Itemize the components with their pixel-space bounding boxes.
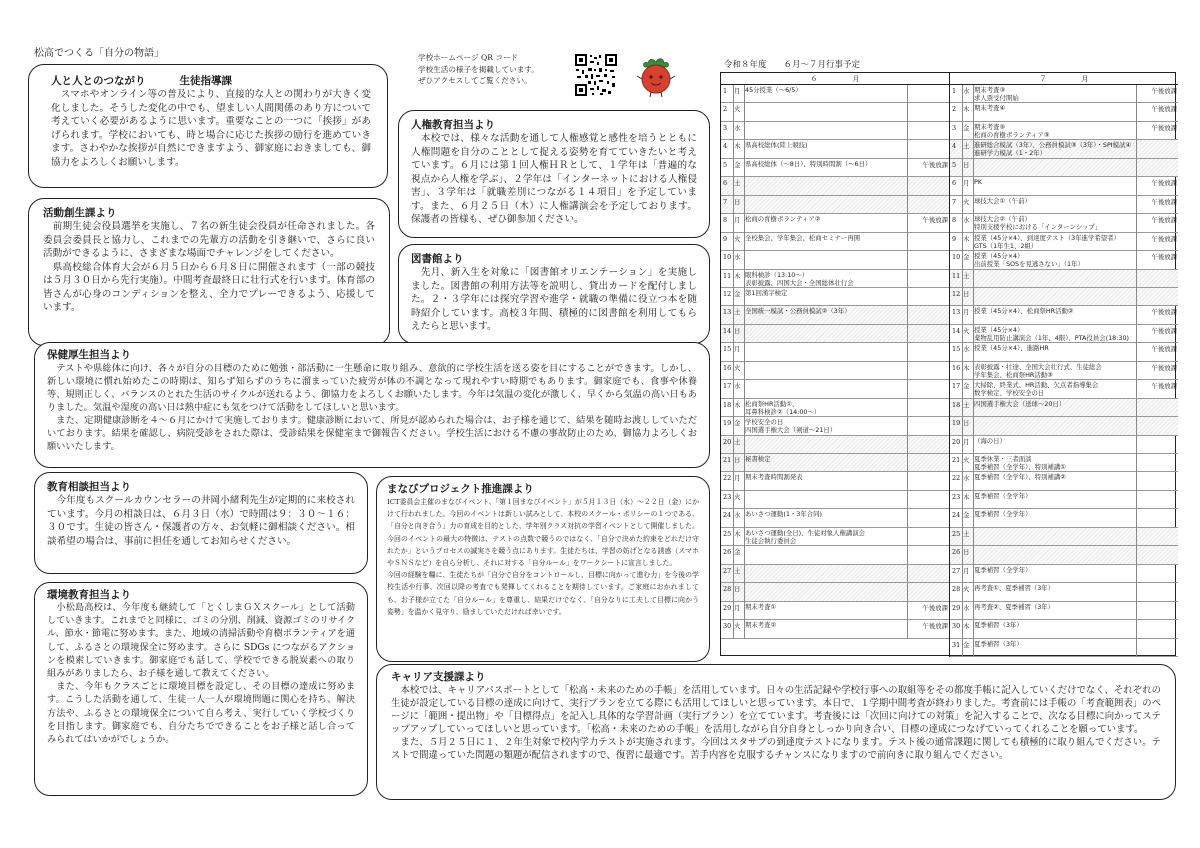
calendar-row — [950, 122, 1178, 140]
calendar-weekday: 土 — [963, 529, 970, 538]
section-title: 保健厚生担当より — [47, 349, 131, 361]
calendar-day: 29 — [952, 603, 961, 612]
calendar-day: 13 — [952, 308, 961, 317]
calendar-weekday: 金 — [963, 511, 970, 520]
calendar-row — [950, 491, 1178, 509]
calendar-weekday: 木 — [963, 492, 970, 501]
calendar-weekday: 月 — [734, 87, 741, 95]
calendar-day: 26 — [723, 548, 732, 557]
calendar-event: 期末考査③ 求人票受付開始 — [974, 86, 1019, 102]
calendar-event: 夏季補習（全学年） — [974, 565, 1032, 574]
section-body: テストや県総体に向け、各々が自分の目標のために勉強・部活動に一生懸命に取り組み、意欲的に学校生活を送る姿を目にすることができます。しかし、新しい環境に慣れ始めたこの時期は、知らず知らずのうちに溜まっていた疲労が体の不調となって現れやすい時期でもあります。御家庭でも、食事や休養等、規則正しく、バランスのとれた生活のサイクルが送れるよう、御協力をよろしくお願いたします。今年は気温の変化が激しく、早くから気温の高い日もありました。気温や湿度の高い日は熱中症にも気をつけて活動をしてほしいと思います。 また、定期健康診断を４～６月にかけて実施しております。健康診断において、所見が認められた場合は、お子様を通じて、結果を随時お渡ししていただいております。結果を確認し、病院受診をされた際は、受診結果を保健室まで御報告ください。学校生活における不慮の事故防止のため、御協力よろしくお願いいたします。 — [47, 363, 697, 452]
section-career — [376, 664, 1176, 800]
calendar-note: 午後放課 — [1151, 345, 1177, 354]
calendar-day: 26 — [952, 548, 961, 557]
calendar-event: あいさつ運動(1・3年合同) — [745, 510, 823, 519]
calendar-event: 授業（45分×4）、進路HR — [974, 344, 1049, 353]
calendar-event: 夏季補習（全学年） — [974, 510, 1032, 519]
section-body: 小松島高校は、今年度も継続して「とくしまＧＸスクール」として活動していきます。これまでと同様に、ゴミの分別、削減、資源ゴミのリサイクル、節水・節電に努めます。また、地域の清掃活動や育樹ボランティアを通して、ふるさとの環境保全に努めます。さらに SDGs につながるアクションを模索していきます。御家庭でも話して、学校でできる脱炭素への取り組みがありましたら、お子様を通して教えてください。 また、今年もクラスごとに環境目標を設定し、その目標の達成に努めます。こうした活動を通して、生徒一人一人が環境問題に関心を持ち、解決方法や、ふるさとの環境保全について自ら考え、実行していく学校づくりを目指します。御家庭でも、自分たちでできることをお子様と話し合ってみられてはいかがでしょうか。 — [47, 603, 355, 746]
calendar-note: 午後放課 — [922, 160, 948, 169]
section-health — [34, 342, 710, 468]
calendar-row — [950, 565, 1178, 583]
calendar-note: 午後放課 — [1151, 105, 1177, 114]
calendar-day: 27 — [723, 566, 732, 575]
calendar-row — [950, 343, 1178, 361]
calendar-weekday: 土 — [963, 400, 970, 409]
calendar-weekday: 水 — [963, 474, 970, 483]
calendar-event: 球技大会②（午前） 特別支援学校における「インターンシップ」 — [974, 215, 1102, 232]
calendar-row — [721, 491, 949, 509]
calendar-event: 夏季補習（3年） — [974, 639, 1023, 648]
calendar-day: 28 — [952, 585, 961, 594]
calendar-day: 9 — [952, 234, 957, 243]
calendar-day: 19 — [723, 419, 732, 428]
section-student-guidance — [28, 64, 388, 188]
calendar-day: 4 — [952, 142, 957, 151]
calendar-row — [950, 270, 1178, 288]
calendar-weekday: 火 — [734, 363, 741, 372]
calendar-note: 午後放課 — [1151, 197, 1177, 206]
calendar-row — [721, 270, 949, 288]
calendar-weekday: 木 — [963, 363, 970, 372]
calendar-event: 期末考査④ — [974, 104, 1006, 113]
calendar-row — [721, 122, 949, 140]
calendar-note: 午後放課 — [1151, 326, 1177, 335]
calendar-column-divider — [1136, 85, 1137, 657]
calendar-row — [721, 380, 949, 398]
section-learning-project — [376, 476, 710, 662]
calendar-event: 授業（45分×4）、到達度テスト（3年進学希望者） GTS（1年生1、2組） — [974, 233, 1120, 250]
calendar-weekday: 土 — [734, 437, 741, 446]
calendar-row — [950, 583, 1178, 601]
calendar-event: 眼科検診（13:10～） 表彰披露、四国大会・全国総体壮行会 — [745, 270, 854, 287]
calendar-weekday: 火 — [734, 492, 741, 501]
calendar-day: 31 — [952, 640, 961, 649]
calendar-day: 13 — [723, 308, 732, 317]
section-library — [398, 244, 710, 344]
calendar-weekday: 火 — [963, 456, 970, 465]
calendar-row — [950, 159, 1178, 177]
calendar-day: 21 — [952, 456, 961, 465]
calendar-weekday: 日 — [963, 289, 970, 298]
calendar-weekday: 火 — [963, 197, 970, 206]
calendar-day: 2 — [952, 105, 957, 114]
calendar-row — [721, 417, 949, 435]
calendar-day: 11 — [723, 271, 732, 280]
calendar-event: 松商祭HR活動①、 耳鼻科検診②（14:00～） — [745, 399, 821, 416]
section-body: 本校では、キャリアパスポートとして「松高・未来のための手帳」を活用しています。日々の生活記録や学校行事への取組等をその都度手帳に記入していくだけでなく、それぞれの生徒が設定している目標の達成に向けて、実行プランを立てる際にも活用してほしいと思っています。本日で、１学期中間考査が終わりました。考査前には手帳の「考査範囲表」のページに「範囲・提出物」や「目標得点」を記入し具体的な学習計画（実行プラン）を立てています。考査後には「次回に向けての対策」を記入することで、次なる目標に向かってステップアップしていってほしいと思っています。「松高・未来のための手帳」を活用しながら自分自身としっかり向き合い、目標の達成につなげていってくれることを願っています。 また、５月２５日に１、２年生対象で校内学力テストが実施されます。今回はスタサプの到達度テストになります。テスト後の通常課題に関しても積極的に取り組んでください。テストで間違っていた問題の類題が配信されますので、復習に最適です。苦手内容を克服するチャンスになりますので前向きに取り組んでください。 — [391, 685, 1161, 762]
calendar-weekday: 木 — [734, 529, 741, 538]
calendar-weekday: 土 — [734, 308, 741, 317]
calendar-row — [950, 214, 1178, 232]
calendar-day: 1 — [952, 87, 957, 95]
calendar-day: 10 — [723, 253, 732, 262]
calendar-row — [721, 546, 949, 564]
calendar-event: 進研総合模試（3年）、公務員模試③（3年）・SPI模試④ 進研学力模試（1・2年） — [974, 141, 1132, 158]
calendar-note: 午後放課 — [922, 603, 948, 612]
section-body: 本校では、様々な活動を通して人権感覚と感性を培うとともに人権問題を自分のこととして捉える姿勢を育てていきたいと考えています。６月には第１回人権ＨＲとして、１学年は「普遍的な視点から人権を学ぶ」、２学年は「インターネットにおける人権侵害」、３学年は「就職差別につながる１４項目」を予定しています。また、６月２５日（木）に人権講演会を予定しております。保護者の皆様も、ぜひ御参加ください。 — [411, 133, 697, 225]
calendar-note: 午後放課 — [922, 622, 948, 631]
calendar-row — [950, 325, 1178, 343]
calendar-month-header: ６ 月 — [721, 73, 949, 85]
calendar-note: 午後放課 — [922, 216, 948, 225]
calendar-row — [950, 196, 1178, 214]
calendar-weekday: 金 — [734, 160, 741, 169]
calendar-june — [721, 73, 949, 657]
qr-code-icon[interactable] — [574, 53, 618, 97]
calendar-weekday: 水 — [963, 345, 970, 354]
calendar-day: 21 — [723, 456, 732, 465]
calendar-weekday: 日 — [734, 585, 741, 594]
calendar-note: 午後放課 — [1151, 382, 1177, 391]
calendar-day: 30 — [952, 622, 961, 631]
calendar-day: 24 — [723, 511, 732, 520]
calendar-day: 3 — [952, 123, 957, 132]
section-body: 先月、新入生を対象に「図書館オリエンテーション」を実施しました。図書館の利用方法等を説明し、貸出カードを配付しました。２・３学年には探究学習や進学・就職の準備に役立つ本を随時紹介しています。高校３年間、積極的に図書館を利用してもらえたらと思います。 — [411, 267, 697, 332]
section-dept: 生徒指導課 — [179, 75, 232, 87]
section-body: 前期生徒会役員選挙を実施し、７名の新生徒会役員が任命されました。各委員会委員長と協力し、これまでの先輩方の活動を引き継いで、さらに良い活動ができるように、さまざまな場面でチャレンジをしてください。 県高校総合体育大会が６月５日から６月８日に開催されます（一部の競技は５月３０日から先行実施）。中間考査最終日に壮行式を行います。体育部の皆さんが心身のコンディションを整え、全力でプレーできるよう、応援しています。 — [43, 221, 375, 313]
calendar-day: 23 — [952, 492, 961, 501]
calendar-row — [721, 325, 949, 343]
section-title: 図書館より — [411, 253, 464, 265]
calendar-weekday: 月 — [963, 566, 970, 575]
calendar-day: 29 — [723, 603, 732, 612]
section-body: 今年度もスクールカウンセラーの井岡小緒利先生が定期的に来校されています。今月の相談日は、６月３日（水）で時間は９：３０～１６：３０です。生徒の皆さん・保護者の方々、お気軽に御相談ください。相談希望の場合は、事前に担任を通してお知らせください。 — [47, 495, 355, 547]
calendar-row — [950, 233, 1178, 251]
calendar-weekday: 日 — [734, 197, 741, 206]
calendar-event: 期末考査② — [745, 621, 777, 630]
calendar-weekday: 日 — [963, 419, 970, 428]
calendar-note: 午後放課 — [1151, 123, 1177, 132]
calendar-event: 夏季補習（全学年）、特別補講② — [974, 473, 1066, 482]
calendar-day: 18 — [723, 400, 732, 409]
calendar-column-divider — [907, 85, 908, 639]
calendar-row — [721, 583, 949, 601]
calendar-weekday: 木 — [734, 400, 741, 409]
calendar-weekday: 日 — [963, 160, 970, 169]
calendar-day: 25 — [723, 529, 732, 538]
calendar-note: 午後放課 — [1151, 363, 1177, 372]
calendar-row — [721, 602, 949, 620]
calendar-event: 夏季補習（全学年） — [974, 491, 1032, 500]
calendar-row — [721, 196, 949, 214]
section-body: スマホやオンライン等の普及により、直接的な人との関わりが大きく変化しました。そうした変化の中でも、望ましい人間関係のあり方について考えていく必要があるように思います。重要なことの一つに「挨拶」があげられます。学校においても、時と場合に応じた挨拶の励行を進めていきます。さわやかな挨拶が自然にできますよう、御家庭におきましても、御協力をよろしくお願いします。 — [51, 89, 371, 168]
calendar-day: 12 — [952, 289, 961, 298]
calendar-row — [721, 177, 949, 195]
section-body: ICT委員会主催のまなびイベント、「第１回まなびイベント」が５月１３日（水）～２２日（金）にかけて行われました。今回のイベントは新しい試みとして、本校のスクール・ポリシーの１つである、「自分と向き合う」力の育成を目的とした、学年別クラス対抗の学習イベントとして開催しました。今回のイベントの最大の特徴は、テストの点数で競うのではなく、「自分で決めた約束をどれだけ守れたか」というプロセスの誠実さを競う点にあります。生徒たちは、学習の妨げとなる誘惑（スマホやＳＮＳなど）を自ら分析し、それに対する「自分ルール」をワークシートに宣言しました。 今回の経験を糧に、生徒たちが「自分で自分をコントロールし、目標に向かって進む力」を今後の学校生活や行事、次回以降の考査でも発揮してくれることを期待しています。ご家庭におかれましても、お子様が立てた「自分ルール」を尊重し、結果だけでなく、「自分なりに工夫して目標に向かう姿勢」を温かく見守り、励ましていただければ幸いです。 — [387, 498, 699, 616]
calendar-day: 23 — [723, 492, 732, 501]
calendar-day: 27 — [952, 566, 961, 575]
calendar-weekday: 水 — [963, 603, 970, 612]
calendar-column-divider — [973, 85, 974, 657]
calendar-day: 1 — [723, 87, 728, 95]
calendar-weekday: 水 — [734, 123, 741, 132]
calendar-weekday: 水 — [734, 511, 741, 520]
calendar-weekday: 金 — [734, 419, 741, 428]
calendar-event: 夏季休業・三者面談 夏季補習（全学年）、特別補講① — [974, 455, 1066, 472]
calendar-row — [721, 233, 949, 251]
calendar-event: 第1回漢字検定 — [745, 288, 788, 297]
calendar-event: 再考査②、夏季補習（3年） — [974, 602, 1055, 611]
calendar-weekday: 日 — [963, 548, 970, 557]
calendar-weekday: 土 — [734, 179, 741, 188]
calendar-row — [721, 251, 949, 269]
calendar-weekday: 月 — [963, 308, 970, 317]
section-human-rights — [398, 110, 710, 238]
calendar-event: 全校集会、学年集会、松商セミナー再開 — [745, 233, 861, 242]
calendar-row — [721, 454, 949, 472]
calendar-weekday: 月 — [734, 603, 741, 612]
calendar-row — [721, 140, 949, 158]
calendar-day: 7 — [952, 197, 957, 206]
calendar-weekday: 土 — [734, 566, 741, 575]
section-environment — [34, 582, 368, 796]
calendar-row — [950, 251, 1178, 269]
calendar-day: 18 — [952, 400, 961, 409]
calendar-column-divider — [962, 85, 963, 657]
calendar-row — [721, 306, 949, 324]
calendar-row — [950, 177, 1178, 195]
tomato-mascot-icon — [636, 54, 676, 98]
calendar-event: 授業（45分×4）、松商祭HR活動② — [974, 307, 1074, 316]
calendar-row — [950, 546, 1178, 564]
calendar-event: 全国統一模試・公務員模試②（3年） — [745, 307, 851, 316]
calendar-day: 5 — [952, 160, 957, 169]
calendar-weekday: 木 — [963, 622, 970, 631]
calendar-day: 9 — [723, 234, 728, 243]
calendar-event: 45分授業（～6/5） — [745, 86, 802, 94]
calendar-row — [950, 288, 1178, 306]
calendar-row — [950, 528, 1178, 546]
calendar-weekday: 月 — [734, 216, 741, 225]
calendar-row — [950, 103, 1178, 121]
calendar-note: 午後放課 — [1151, 87, 1177, 95]
calendar-row — [950, 639, 1178, 657]
calendar-weekday: 日 — [734, 456, 741, 465]
calendar-note: 午後放課 — [1151, 253, 1177, 262]
calendar-row — [721, 214, 949, 232]
calendar-row — [950, 399, 1178, 417]
calendar-day: 8 — [952, 216, 957, 225]
section-title: まなびプロジェクト推進課より — [387, 483, 534, 495]
calendar-day: 17 — [723, 382, 732, 391]
calendar-row — [950, 380, 1178, 398]
calendar-month-header: ７ 月 — [950, 73, 1178, 85]
calendar-row — [721, 528, 949, 546]
calendar-day: 22 — [723, 474, 732, 483]
calendar-event: （海の日） — [974, 436, 1006, 445]
calendar-note: 午後放課 — [1151, 179, 1177, 188]
calendar-weekday: 土 — [963, 271, 970, 280]
calendar-event: 授業（45分×4） 出前授業「SOSを見逃さない」（1年） — [974, 252, 1084, 269]
calendar-weekday: 火 — [734, 105, 741, 114]
calendar-day: 8 — [723, 216, 728, 225]
section-title: 活動創生課より — [43, 207, 117, 219]
calendar-day: 17 — [952, 382, 961, 391]
calendar-day: 6 — [723, 179, 728, 188]
calendar-weekday: 木 — [963, 234, 970, 243]
calendar-event: 表彰披露・壮途、全国大会壮行式、生徒総会 学年集会、松商祭HR活動③ — [974, 362, 1102, 379]
calendar-row — [721, 565, 949, 583]
calendar-weekday: 日 — [734, 326, 741, 335]
calendar-event: あいさつ運動(全日)、生徒対象人権講演会 生徒会執行委員会 — [745, 528, 866, 545]
calendar-weekday: 水 — [963, 87, 970, 95]
calendar-row — [950, 306, 1178, 324]
event-calendar — [720, 72, 1176, 656]
calendar-day: 24 — [952, 511, 961, 520]
calendar-day: 19 — [952, 419, 961, 428]
calendar-row — [950, 620, 1178, 638]
calendar-weekday: 金 — [963, 253, 970, 262]
calendar-row — [721, 399, 949, 417]
calendar-day: 20 — [952, 437, 961, 446]
section-title: 環境教育担当より — [47, 589, 131, 601]
calendar-event: 夏季補習（3年） — [974, 621, 1023, 630]
calendar-row — [950, 417, 1178, 435]
calendar-row — [721, 343, 949, 361]
calendar-title: 令和８年度 ６月～７月行事予定 — [724, 60, 861, 70]
calendar-weekday: 水 — [734, 253, 741, 262]
calendar-day: 4 — [723, 142, 728, 151]
calendar-event: 期末考査① — [745, 602, 777, 611]
calendar-day: 30 — [723, 622, 732, 631]
calendar-event: 四国選手権大会（送球～20日） — [974, 399, 1066, 408]
calendar-weekday: 火 — [734, 622, 741, 631]
calendar-day: 3 — [723, 123, 728, 132]
calendar-day: 25 — [952, 529, 961, 538]
calendar-weekday: 金 — [734, 289, 741, 298]
calendar-day: 28 — [723, 585, 732, 594]
section-title: 人権教育担当より — [411, 119, 495, 131]
calendar-row — [950, 140, 1178, 158]
calendar-event: 大掃除、終業式、HR活動、欠点者指導集会 数学検定、学校安全の日 — [974, 381, 1099, 398]
calendar-event: 期末考査⑤ 松商の育樹ボランティア③ — [974, 122, 1050, 139]
calendar-row — [950, 85, 1178, 103]
calendar-day: 10 — [952, 253, 961, 262]
calendar-weekday: 土 — [963, 142, 970, 151]
calendar-column-divider — [733, 85, 734, 639]
calendar-weekday: 火 — [963, 326, 970, 335]
calendar-note: 午後放課 — [1151, 234, 1177, 243]
calendar-row — [950, 602, 1178, 620]
calendar-weekday: 金 — [963, 382, 970, 391]
calendar-weekday: 金 — [963, 123, 970, 132]
calendar-row — [721, 362, 949, 380]
section-title: 教育相談担当より — [47, 481, 131, 493]
calendar-day: 2 — [723, 105, 728, 114]
calendar-row — [721, 509, 949, 527]
calendar-row — [721, 85, 949, 103]
section-title: 人と人とのつながり — [51, 75, 146, 87]
calendar-event: 再考査①、夏季補習（3年） — [974, 584, 1055, 593]
calendar-row — [721, 436, 949, 454]
calendar-weekday: 火 — [734, 234, 741, 243]
calendar-row — [950, 362, 1178, 380]
calendar-weekday: 水 — [963, 216, 970, 225]
calendar-row — [950, 436, 1178, 454]
calendar-note: 午後放課 — [1151, 216, 1177, 225]
calendar-weekday: 火 — [963, 585, 970, 594]
calendar-day: 11 — [952, 271, 961, 280]
calendar-weekday: 月 — [963, 437, 970, 446]
calendar-weekday: 月 — [734, 345, 741, 354]
calendar-day: 14 — [723, 326, 732, 335]
calendar-row — [721, 159, 949, 177]
section-title: キャリア支援課より — [391, 671, 486, 683]
calendar-day: 6 — [952, 179, 957, 188]
calendar-event: 学校安全の日 四国選手権大会（剣道～21日） — [745, 418, 837, 435]
calendar-weekday: 金 — [734, 548, 741, 557]
calendar-column-divider — [744, 85, 745, 639]
calendar-day: 16 — [723, 363, 732, 372]
calendar-weekday: 木 — [963, 105, 970, 114]
calendar-day: 7 — [723, 197, 728, 206]
calendar-weekday: 木 — [734, 271, 741, 280]
section-counseling — [34, 472, 368, 574]
calendar-day: 5 — [723, 160, 728, 169]
calendar-july — [949, 73, 1177, 657]
calendar-row — [950, 454, 1178, 472]
calendar-weekday: 月 — [963, 179, 970, 188]
calendar-row — [721, 620, 949, 638]
calendar-row — [721, 472, 949, 490]
calendar-day: 12 — [723, 289, 732, 298]
calendar-row — [950, 472, 1178, 490]
calendar-event: 県高校総体（～8日）、特別時間割（～6日） — [745, 159, 872, 168]
calendar-event: 県高校総体(陸上競技) — [745, 141, 808, 150]
calendar-weekday: 水 — [734, 382, 741, 391]
calendar-day: 14 — [952, 326, 961, 335]
calendar-day: 15 — [723, 345, 732, 354]
calendar-event: 秘書検定 — [745, 455, 771, 464]
calendar-event: 授業（45分×4） 薬物乱用防止講演会（1年、4限）、PTA役員会(18:30) — [974, 325, 1129, 342]
calendar-event: 松商の育樹ボランティア② — [745, 215, 821, 224]
calendar-day: 20 — [723, 437, 732, 446]
calendar-weekday: 木 — [734, 142, 741, 151]
calendar-row — [721, 103, 949, 121]
calendar-note: 午後放課 — [1151, 308, 1177, 317]
qr-caption: 学校ホームページ QR コード 学校生活の様子を掲載しています。 ぜひアクセスしてご覧ください。 — [418, 53, 539, 85]
section-activity — [28, 198, 390, 346]
calendar-row — [721, 288, 949, 306]
calendar-row — [950, 509, 1178, 527]
calendar-weekday: 金 — [963, 640, 970, 649]
calendar-day: 22 — [952, 474, 961, 483]
calendar-day: 15 — [952, 345, 961, 354]
calendar-event: 期末考査時間割発表 — [745, 473, 803, 482]
newsletter-title: 松高でつくる「自分の物語」 — [34, 48, 164, 59]
calendar-event: 球技大会①（午前） — [974, 196, 1031, 205]
calendar-weekday: 月 — [734, 474, 741, 483]
calendar-day: 16 — [952, 363, 961, 372]
calendar-event: PK — [974, 178, 983, 187]
